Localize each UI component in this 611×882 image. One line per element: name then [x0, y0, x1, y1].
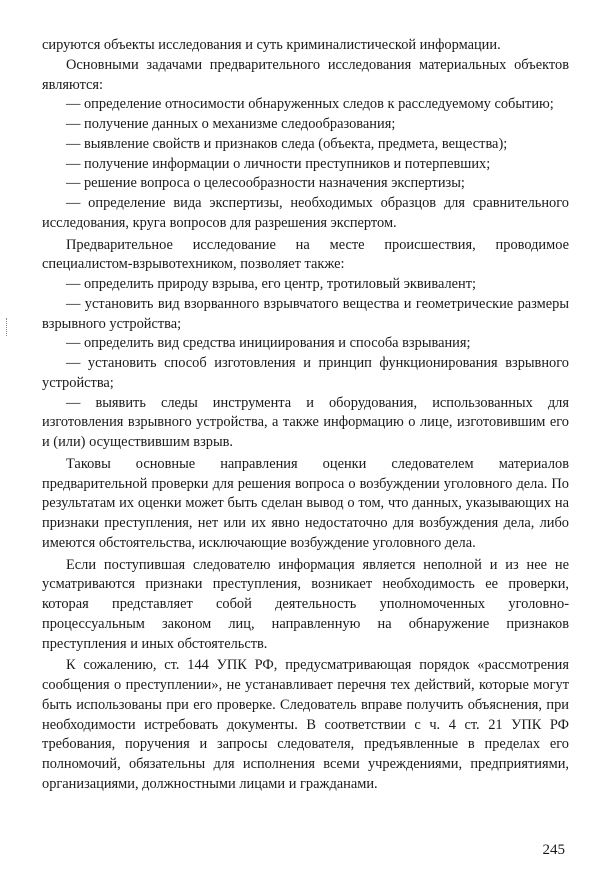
paragraph-assessment: Таковы основные направления оценки следователем материалов предварительной проверки для решения вопроса о возбуждении уголовного дела. По результатам их оценки может быть сделан вывод о том, что данных, указывающих на признаки преступления, нет или их явно недостаточно для возбуждения дела, либо имеются обстоятельства, исключающие возбуждение уголовного дела.	[42, 455, 569, 551]
paragraph-explosion-intro: Предварительное исследование на месте происшествия, проводимое специалистом-взрывотехником, позволяет также:	[42, 236, 569, 273]
list-item-initiation: — определить вид средства инициирования и способа взрывания;	[66, 335, 471, 352]
list-item-tool-traces: — выявить следы инструмента и оборудования, использованных для изготовления взрывного устройства, а также информацию о лице, изготовившим его и (или) осуществившим взрыв.	[42, 394, 569, 450]
page-body-text	[42, 36, 569, 795]
margin-scan-mark	[6, 318, 8, 336]
list-item-expediency: — решение вопроса о целесообразности назначения экспертизы;	[66, 175, 465, 192]
list-item-expertise-type: — определение вида экспертизы, необходимых образцов для сравнительного исследования, круга вопросов для разрешения экспертом.	[42, 195, 569, 231]
list-item-explosion-nature: — определить природу взрыва, его центр, тротиловый эквивалент;	[66, 276, 477, 292]
list-item-persons: — получение информации о личности преступников и потерпевших;	[66, 155, 491, 172]
paragraph-verification: Если поступившая следователю информация является неполной и из нее не усматриваются признаки преступления, возникает необходимость ее проверки, которая представляет собой деятельность уполномоченных уголовно-процессуальным законом лиц, направленную на обнаружение признаков преступления и иных обстоятельств.	[42, 556, 569, 652]
page-number: 245	[542, 842, 565, 858]
list-item-manufacture: — установить способ изготовления и принцип функционирования взрывного устройства;	[42, 355, 569, 391]
paragraph-article-144: К сожалению, ст. 144 УПК РФ, предусматривающая порядок «рассмотрения сообщения о преступлении», не устанавливает перечня тех действий, которые могут быть использованы при его проверке. Следователь вправе получить объяснения, при необходимости истребовать документы. В соответствии с ч. 4 ст. 21 УПК РФ требования, поручения и запросы следователя, предъявленные в пределах его полномочий, обязательны для исполнения всеми учреждениями, предприятиями, организациями, должностными лицами и гражданами.	[42, 657, 569, 792]
list-item-relevance: — определение относимости обнаруженных следов к расследуемому событию;	[66, 96, 554, 113]
paragraph-continuation: сируются объекты исследования и суть криминалистической информации.	[42, 37, 501, 53]
list-item-explosive-type: — установить вид взорванного взрывчатого вещества и геометрические размеры взрывного устройства;	[42, 295, 569, 332]
list-item-mechanism: — получение данных о механизме следообразования;	[66, 116, 396, 132]
paragraph-tasks-intro: Основными задачами предварительного исследования материальных объектов являются:	[42, 56, 569, 93]
list-item-properties: — выявление свойств и признаков следа (объекта, предмета, вещества);	[66, 135, 508, 152]
